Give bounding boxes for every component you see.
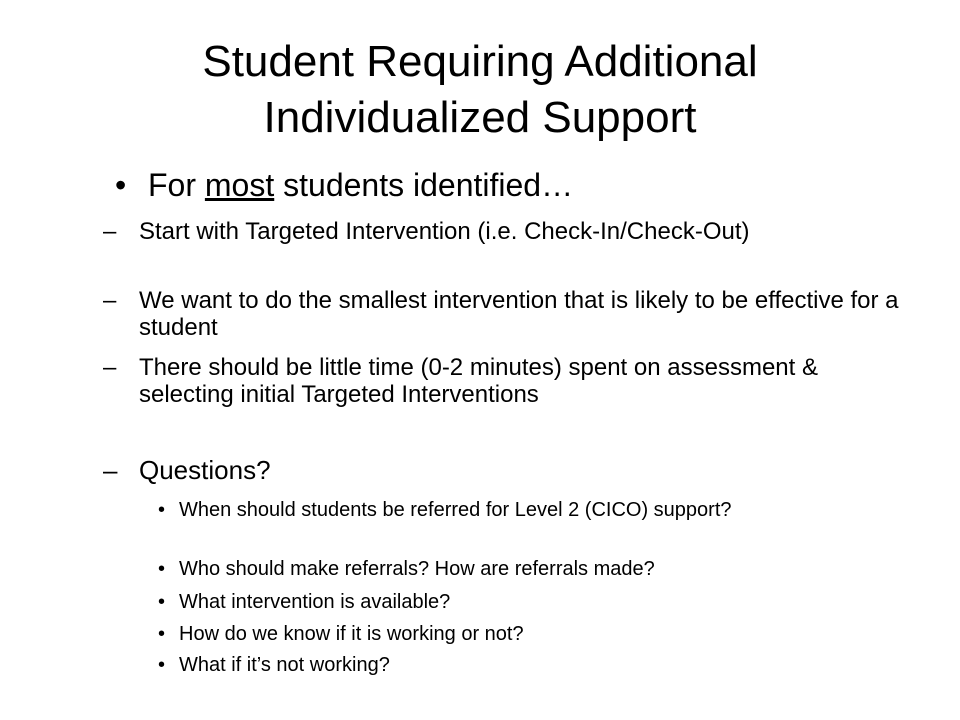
dash-marker: – — [103, 218, 117, 245]
bullet-marker: • — [115, 167, 127, 203]
question-text: Who should make referrals? How are referrals made? — [179, 558, 655, 580]
sub-bullet-smallest-intervention — [103, 287, 903, 341]
title-line-1: Student Requiring Additional — [202, 37, 758, 86]
question-item-available-intervention — [158, 591, 878, 614]
main-bullet-text — [148, 166, 573, 204]
question-item-who-refers — [158, 558, 878, 581]
bullet-marker: • — [158, 591, 166, 613]
sub-bullet-text: There should be little time (0-2 minutes) spent on assessment & selecting initial Targeted Interventions — [139, 354, 818, 408]
dash-marker: – — [103, 287, 117, 314]
main-bullet-underlined: most — [204, 167, 275, 203]
question-item-referral-timing — [158, 499, 878, 522]
bullet-marker: • — [158, 623, 166, 645]
bullet-marker: • — [158, 499, 166, 521]
sub-bullet-text: Start with Targeted Intervention (i.e. Check-In/Check-Out) — [139, 218, 750, 245]
bullet-marker: • — [158, 654, 166, 676]
question-text: What if it’s not working? — [179, 654, 390, 676]
question-item-not-working — [158, 654, 878, 677]
dash-marker: – — [103, 354, 117, 381]
sub-bullet-text: We want to do the smallest intervention that is likely to be effective for a student — [139, 287, 899, 341]
slide-title — [60, 34, 900, 146]
bullet-marker: • — [158, 558, 166, 580]
title-line-2: Individualized Support — [263, 93, 697, 142]
sub-bullet-questions — [103, 455, 903, 485]
question-text: When should students be referred for Level 2 (CICO) support? — [179, 499, 732, 521]
question-text: How do we know if it is working or not? — [179, 623, 524, 645]
main-bullet-suffix: students identified… — [274, 167, 574, 203]
main-bullet-prefix: For — [148, 167, 205, 203]
dash-marker: – — [103, 455, 118, 485]
sub-bullet-text: Questions? — [139, 455, 271, 485]
sub-bullet-targeted-intervention — [103, 218, 903, 245]
sub-bullet-little-time — [103, 354, 903, 408]
question-item-is-it-working — [158, 623, 878, 646]
question-text: What intervention is available? — [179, 591, 451, 613]
